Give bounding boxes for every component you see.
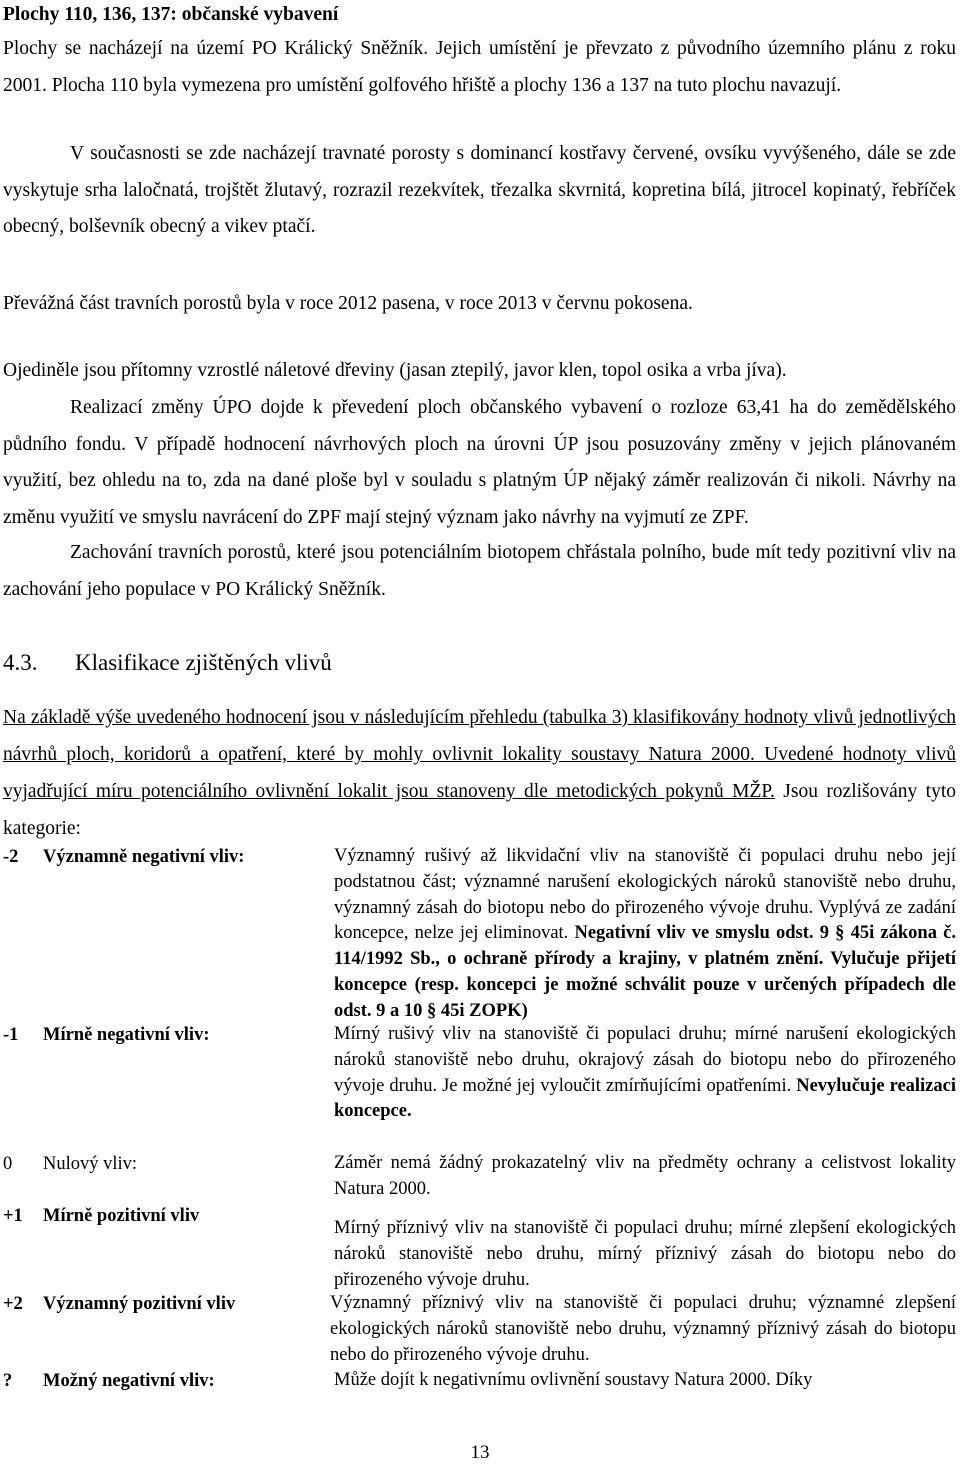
category-label xyxy=(3,1203,199,1229)
category-description xyxy=(334,1216,956,1293)
category-description-bold: Negativní vliv ve smyslu odst. 9 § 45i zákona č. 114/1992 Sb., o ochraně přírody a krajiny, v platném znění. Vylučuje přijetí koncepce (resp. koncepci je možné schválit pouze v určených případech dle odst. 9 a 10 § 45i ZOPK) xyxy=(334,923,956,1021)
category-name: Nulový vliv: xyxy=(43,1154,138,1174)
category-label xyxy=(3,844,244,870)
category-name: Významně negativní vliv: xyxy=(43,847,245,867)
category-name: Možný negativní vliv: xyxy=(43,1371,215,1391)
category-description-text: Významný příznivý vliv na stanoviště či populaci druhu; významné zlepšení ekologických nároků stanoviště nebo druhu, významný příznivý zásah do biotopu nebo do přirozeného vývoje druhu. xyxy=(330,1293,956,1365)
category-score: +2 xyxy=(3,1294,23,1314)
category-description xyxy=(334,844,956,1025)
category-description-text: Může dojít k negativnímu ovlivnění soustavy Natura 2000. Díky xyxy=(334,1370,813,1390)
category-name: Mírně pozitivní vliv xyxy=(43,1206,200,1226)
paragraph-grazing: Převážná část travních porostů byla v roce 2012 pasena, v roce 2013 v červnu pokosena. xyxy=(3,293,693,314)
paragraph-vegetation: V současnosti se zde nacházejí travnaté porosty s dominancí kostřavy červené, ovsíku vyvýšeného, dále se zde vyskytuje srha laločnatá, trojštět žlutavý, rozrazil rezekvítek, třezalka skvrnitá, kopretina bílá, jitrocel kopinatý, řebříček obecný, bolševník obecný a vikev ptačí. xyxy=(3,143,956,237)
category-description xyxy=(330,1291,956,1368)
subsection-title: Klasifikace zjištěných vlivů xyxy=(75,650,332,675)
category-label xyxy=(3,1151,137,1177)
intro-underlined-text: Na základě výše uvedeného hodnocení jsou v následujícím přehledu (tabulka 3) klasifikovány hodnoty vlivů jednotlivých návrhů ploch, koridorů a opatření, které by mohly ovlivnit lokality soustavy Natura 2000. Uvedené hodnoty vlivů vyjadřující míru potenciálního ovlivnění lokalit jsou stanoveny dle metodických pokynů MŽP. xyxy=(3,707,956,802)
category-score: -1 xyxy=(3,1025,19,1045)
category-description-text: Mírný rušivý vliv na stanoviště či populaci druhu; mírné narušení ekologických nároků stanoviště nebo druhu, okrajový zásah do biotopu nebo do přirozeného vývoje druhu. Je možné jej vyloučit zmírňujícími opatřeními. xyxy=(334,1024,956,1096)
category-description-text: Mírný příznivý vliv na stanoviště či populaci druhu; mírné zlepšení ekologických nároků stanoviště nebo druhu, mírný příznivý zásah do biotopu nebo do přirozeného vývoje druhu. xyxy=(334,1218,956,1290)
category-name: Mírně negativní vliv: xyxy=(43,1025,210,1045)
intro-plain-text: Jsou rozlišovány tyto kategorie: xyxy=(3,781,956,839)
category-label xyxy=(3,1022,209,1048)
category-label xyxy=(3,1368,215,1394)
paragraph-location: Plochy se nacházejí na území PO Králický Sněžník. Jejich umístění je převzato z původního územního plánu z roku 2001. Plocha 110 byla vymezena pro umístění golfového hřiště a plochy 136 a 137 na tuto plochu navazují. xyxy=(3,38,956,96)
category-label xyxy=(3,1291,235,1317)
category-score: -2 xyxy=(3,847,19,867)
category-description xyxy=(334,1151,956,1203)
category-description xyxy=(334,1368,956,1394)
page-number: 13 xyxy=(470,1442,490,1463)
category-description-bold: Nevylučuje realizaci koncepce. xyxy=(334,1075,956,1122)
paragraph-trees: Ojediněle jsou přítomny vzrostlé náletové dřeviny (jasan ztepilý, javor klen, topol osika a vrba jíva). xyxy=(3,360,787,381)
category-name: Významný pozitivní vliv xyxy=(43,1294,236,1314)
paragraph-corncrake: Zachování travních porostů, které jsou potenciálním biotopem chřástala polního, bude mít tedy pozitivní vliv na zachování jeho populace v PO Králický Sněžník. xyxy=(3,542,956,600)
category-score: 0 xyxy=(3,1154,13,1174)
paragraph-zpf: Realizací změny ÚPO dojde k převedení ploch občanského vybavení o rozloze 63,41 ha do zemědělského půdního fondu. V případě hodnocení návrhových ploch na úrovni ÚP jsou posuzovány změny v jejich plánovaném využití, bez ohledu na to, zda na dané ploše byl v souladu s platným ÚP nějaký záměr realizován či nikoli. Návrhy na změnu využití ve smyslu navrácení do ZPF mají stejný význam jako návrhy na vyjmutí ze ZPF. xyxy=(3,397,956,528)
subsection-number: 4.3. xyxy=(3,650,38,675)
category-score: ? xyxy=(3,1371,13,1391)
section-heading: Plochy 110, 136, 137: občanské vybavení xyxy=(3,4,339,25)
category-score: +1 xyxy=(3,1206,23,1226)
paragraph-classification-intro xyxy=(3,699,956,847)
subsection-heading xyxy=(3,648,956,678)
category-description-text: Významný rušivý až likvidační vliv na stanoviště či populaci druhu nebo její podstatnou část; významné narušení ekologických nároků stanoviště nebo druhu, významný zásah do biotopu nebo do přirozeného vývoje druhu. Vyplývá ze zadání koncepce, nelze jej eliminovat. xyxy=(334,846,956,944)
category-description xyxy=(334,1022,956,1125)
category-description-text: Záměr nemá žádný prokazatelný vliv na předměty ochrany a celistvost lokality Natura 2000. xyxy=(334,1153,956,1199)
